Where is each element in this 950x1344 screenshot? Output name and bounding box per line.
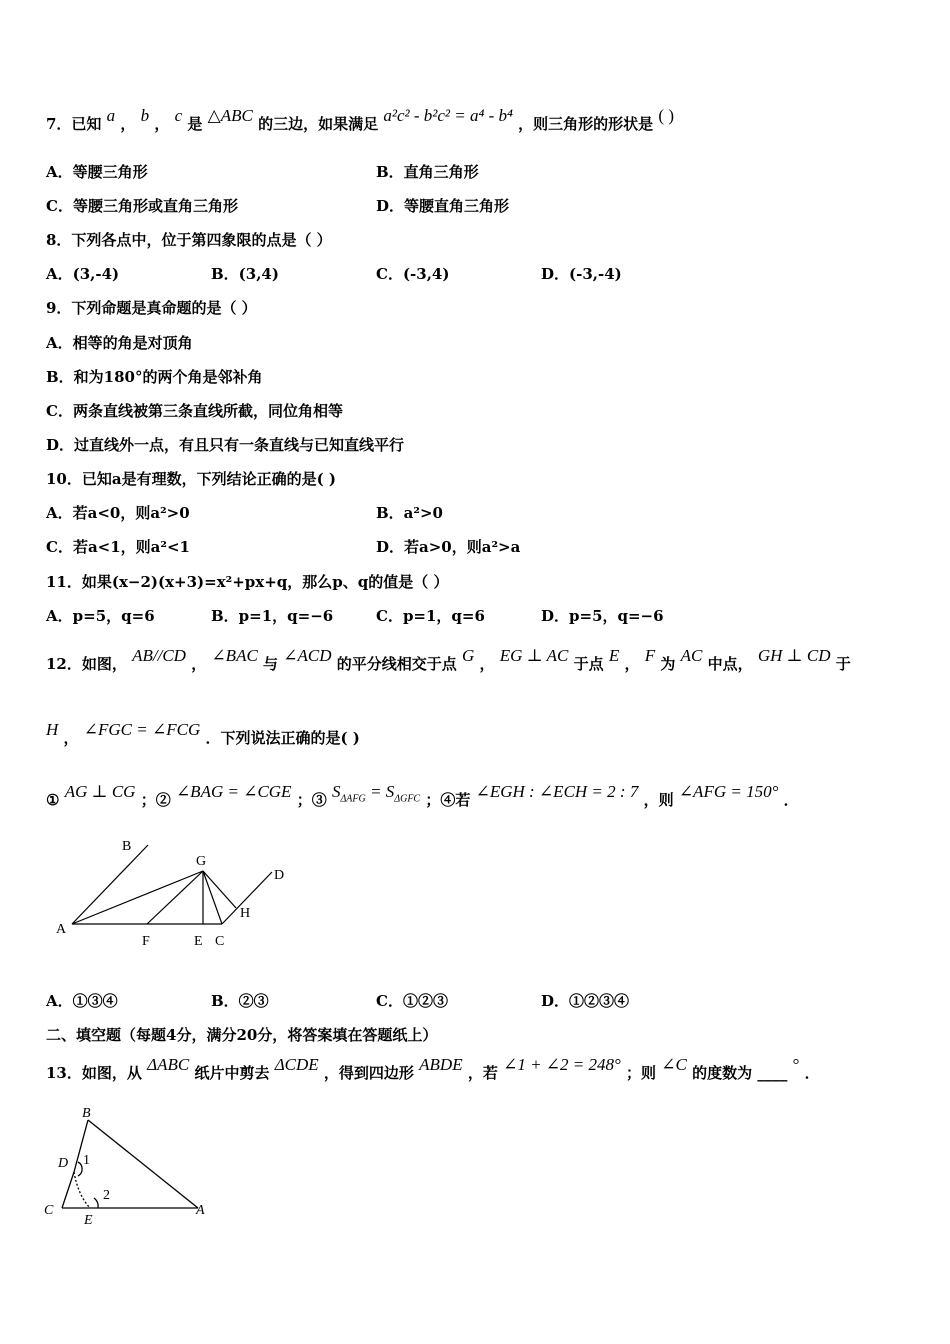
label-d: D: [274, 868, 285, 883]
q10-option-c[interactable]: C．若a<1，则a²<1: [46, 538, 190, 556]
q7-triangle: △ABC: [207, 106, 253, 125]
q12-gh-perp-cd: GH ⊥ CD: [757, 646, 831, 665]
q8-option-d[interactable]: D．(-3,-4): [541, 265, 622, 283]
q12-stem-line2: H ， ∠FGC = ∠FCG ．下列说法正确的是( ): [46, 720, 360, 747]
label-b: B: [122, 839, 132, 854]
label-d: D: [58, 1156, 69, 1171]
q13-stem: 13．如图，从 ΔABC 纸片中剪去 ΔCDE ，得到四边形 ABDE ，若 ∠1 + ∠2 = 248° ；则 ∠C 的度数为 ____ ° ．: [46, 1055, 820, 1082]
q13-angle-sum: ∠1 + ∠2 = 248°: [503, 1055, 621, 1074]
q8-option-c[interactable]: C．(-3,4): [376, 265, 450, 283]
q8-option-a[interactable]: A．(3,-4): [46, 265, 120, 283]
q10-option-b[interactable]: B．a²>0: [376, 504, 443, 522]
label-a: A: [196, 1203, 205, 1218]
q9-option-d[interactable]: D．过直线外一点，有且只有一条直线与已知直线平行: [46, 436, 405, 454]
section-2-heading: 二、填空题（每题4分，满分20分，将答案填在答题纸上）: [46, 1026, 438, 1044]
q12-stem-line1: 12．如图， AB//CD ， ∠BAC 与 ∠ACD 的平分线相交于点 G ， EG ⊥ AC 于点 E ， F 为 AC 中点， GH ⊥ CD 于: [46, 646, 851, 673]
label-h: H: [240, 906, 251, 921]
q12-angle-acd: ∠ACD: [283, 646, 332, 665]
q12-option-b[interactable]: B．②③: [211, 992, 269, 1010]
q12-option-a[interactable]: A．①③④: [46, 992, 118, 1010]
q12-option-d[interactable]: D．①②③④: [541, 992, 630, 1010]
label-a: A: [56, 922, 67, 937]
q9-option-b[interactable]: B．和为180°的两个角是邻补角: [46, 368, 263, 386]
q9-option-a[interactable]: A．相等的角是对顶角: [46, 334, 193, 352]
cut-line-de: [74, 1172, 90, 1208]
q11-stem: 11．如果(x−2)(x+3)=x²+px+q，那么p、q的值是（ ）: [46, 573, 449, 591]
q9-stem: 9．下列命题是真命题的是（ ）: [46, 299, 257, 317]
q12-option-c[interactable]: C．①②③: [376, 992, 448, 1010]
q8-option-b[interactable]: B．(3,4): [211, 265, 279, 283]
q12-figure: [50, 835, 300, 955]
q7-var-a: a: [106, 106, 116, 125]
label-e: E: [194, 934, 203, 949]
line-gh: [203, 871, 236, 908]
q13-quad-abde: ABDE: [419, 1055, 463, 1074]
line-fg: [147, 871, 203, 924]
label-e: E: [84, 1213, 93, 1228]
q12-statement-4: ∠EGH : ∠ECH = 2 : 7: [475, 782, 639, 801]
angle-2-arc: [94, 1198, 98, 1208]
q12-point-g: G: [462, 646, 475, 665]
q12-angle-equality: ∠FGC = ∠FCG: [83, 720, 201, 739]
q13-triangle-cde: ΔCDE: [274, 1055, 319, 1074]
q13-degree: °: [792, 1055, 800, 1074]
q12-parallel: AB//CD: [132, 646, 186, 665]
q7-stem: 7．已知 a ， b ， c 是 △ABC 的三边，如果满足 a²c² - b²c² = a⁴ - b⁴ ，则三角形的形状是 ( ): [46, 106, 674, 133]
edge-dc: [62, 1172, 74, 1208]
line-ag: [72, 871, 203, 924]
q7-answer-paren: ( ): [658, 106, 674, 125]
angle-1-arc: [78, 1162, 82, 1176]
q13-angle-c: ∠C: [661, 1055, 687, 1074]
q10-option-d[interactable]: D．若a>0，则a²>a: [376, 538, 521, 556]
q7-option-a[interactable]: A．等腰三角形: [46, 163, 148, 181]
q7-option-c[interactable]: C．等腰三角形或直角三角形: [46, 197, 238, 215]
q9-option-c[interactable]: C．两条直线被第三条直线所截，同位角相等: [46, 402, 343, 420]
q10-option-a[interactable]: A．若a<0，则a²>0: [46, 504, 190, 522]
q7-equation: a²c² - b²c² = a⁴ - b⁴: [383, 106, 513, 125]
line-gc: [203, 871, 222, 924]
q7-var-b: b: [140, 106, 150, 125]
label-b: B: [82, 1106, 91, 1121]
q11-option-b[interactable]: B．p=1，q=−6: [211, 607, 334, 625]
q11-option-d[interactable]: D．p=5，q=−6: [541, 607, 664, 625]
q12-point-h: H: [46, 720, 59, 739]
q7-option-b[interactable]: B．直角三角形: [376, 163, 479, 181]
q12-statements: ① AG ⊥ CG ；② ∠BAG = ∠CGE ；③ $S_{\Delta AFG} = S_{\Delta GFC}$ ；④若 ∠EGH : ∠ECH = 2 : 7 ，则 ∠AFG = 150° ．: [46, 782, 799, 809]
q12-statement-2: ∠BAG = ∠CGE: [175, 782, 292, 801]
label-c: C: [215, 934, 225, 949]
q11-option-a[interactable]: A．p=5，q=6: [46, 607, 155, 625]
label-1: 1: [83, 1153, 90, 1168]
q11-option-c[interactable]: C．p=1，q=6: [376, 607, 485, 625]
q13-triangle-abc: ΔABC: [147, 1055, 190, 1074]
label-g: G: [196, 854, 207, 869]
q10-stem: 10．已知a是有理数，下列结论正确的是( ): [46, 470, 337, 488]
q12-point-e: E: [608, 646, 620, 665]
label-f: F: [142, 934, 150, 949]
q12-statement-3: $S_{\Delta AFG} = S_{\Delta GFC}$: [331, 782, 421, 805]
q7-var-c: c: [174, 106, 183, 125]
q8-stem: 8．下列各点中，位于第四象限的点是（ ）: [46, 231, 332, 249]
q12-eg-perp-ac: EG ⊥ AC: [499, 646, 569, 665]
label-c: C: [44, 1203, 54, 1218]
q7-option-d[interactable]: D．等腰直角三角形: [376, 197, 510, 215]
q13-figure: [40, 1100, 220, 1230]
q12-point-f: F: [644, 646, 656, 665]
q13-answer-blank[interactable]: ____: [757, 1064, 788, 1082]
q12-statement-4-result: ∠AFG = 150°: [678, 782, 779, 801]
q12-statement-1: AG ⊥ CG: [64, 782, 136, 801]
label-2: 2: [103, 1188, 110, 1203]
q12-segment-ac: AC: [680, 646, 703, 665]
q12-angle-bac: ∠BAC: [211, 646, 258, 665]
line-ab: [72, 845, 148, 924]
